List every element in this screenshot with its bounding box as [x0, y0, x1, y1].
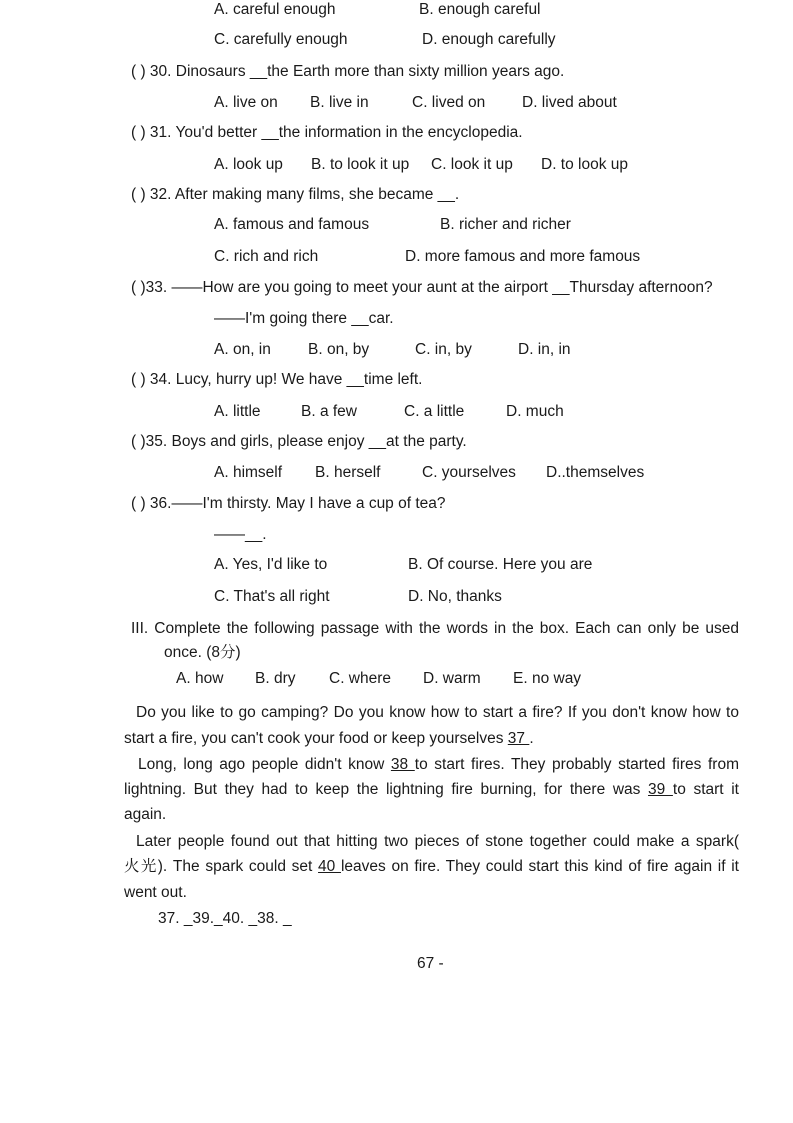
q36-stem: ( ) 36.——I'm thirsty. May I have a cup of tea? [131, 495, 446, 512]
word-option-a: A. how [176, 670, 224, 687]
q31-option-b: B. to look it up [311, 156, 410, 173]
q29-option-d: D. enough carefully [422, 31, 556, 48]
q36-option-b: B. Of course. Here you are [408, 556, 593, 573]
passage-p2-line2: lightning. But they had to keep the lightning fire burning, for there was 39 to start it [124, 781, 739, 798]
q31-option-c: C. look it up [431, 156, 513, 173]
q34-option-d: D. much [506, 403, 564, 420]
section-heading: III. Complete the following passage with the words in the box. Each can only be used [131, 620, 739, 637]
q33-option-b: B. on, by [308, 341, 370, 358]
q35-option-d: D..themselves [546, 464, 645, 481]
page-number: 67 - [417, 955, 444, 972]
q32-option-d: D. more famous and more famous [405, 248, 641, 265]
passage-p3-line1: Later people found out that hitting two pieces of stone together could make a spark( [136, 833, 739, 850]
q30-option-c: C. lived on [412, 94, 486, 111]
q36-reply: ——__. [214, 526, 267, 543]
q29-option-c: C. carefully enough [214, 31, 348, 48]
q30-stem: ( ) 30. Dinosaurs __the Earth more than sixty million years ago. [131, 63, 565, 80]
passage-p2-line1: Long, long ago people didn't know 38 to start fires. They probably started fires from [138, 756, 739, 773]
passage-p2-line3: again. [124, 806, 167, 823]
passage-p3-line3: went out. [124, 884, 187, 901]
q33-stem: ( )33. ——How are you going to meet your aunt at the airport __Thursday afternoon? [131, 279, 713, 296]
q30-option-a: A. live on [214, 94, 278, 111]
q33-option-d: D. in, in [518, 341, 571, 358]
passage-p3-line2: 火光). The spark could set 40 leaves on fire. They could start this kind of fire again if it [124, 858, 739, 875]
word-option-c: C. where [329, 670, 392, 687]
q35-option-c: C. yourselves [422, 464, 516, 481]
q29-option-a: A. careful enough [214, 1, 336, 18]
q36-option-d: D. No, thanks [408, 588, 502, 605]
word-option-d: D. warm [423, 670, 481, 687]
q31-option-d: D. to look up [541, 156, 629, 173]
word-option-e: E. no way [513, 670, 582, 687]
blank-39: 39 [648, 781, 673, 798]
q35-option-a: A. himself [214, 464, 283, 481]
q32-option-a: A. famous and famous [214, 216, 370, 233]
q30-option-b: B. live in [310, 94, 369, 111]
word-option-b: B. dry [255, 670, 296, 687]
passage-p1-line2: start a fire, you can't cook your food or keep yourselves 37 . [124, 730, 534, 747]
q31-stem: ( ) 31. You'd better __the information in the encyclopedia. [131, 124, 523, 141]
q29-option-b: B. enough careful [419, 1, 541, 18]
blank-38: 38 [390, 756, 415, 773]
q32-stem: ( ) 32. After making many films, she became __. [131, 186, 460, 203]
section-heading-score: once. (8分) [164, 644, 241, 661]
blank-40: 40 [318, 858, 341, 875]
q34-stem: ( ) 34. Lucy, hurry up! We have __time left. [131, 371, 423, 388]
q33-reply: ——I'm going there __car. [214, 310, 394, 327]
blank-37: 37 [507, 730, 530, 747]
q36-option-c: C. That's all right [214, 588, 330, 605]
q32-option-c: C. rich and rich [214, 248, 319, 265]
q34-option-a: A. little [214, 403, 261, 420]
q33-option-a: A. on, in [214, 341, 271, 358]
q36-option-a: A. Yes, I'd like to [214, 556, 328, 573]
passage-p1-line1: Do you like to go camping? Do you know how to start a fire? If you don't know how to [136, 704, 739, 721]
q34-option-c: C. a little [404, 403, 465, 420]
answer-line: 37. _39._40. _38. _ [158, 910, 292, 927]
q30-option-d: D. lived about [522, 94, 617, 111]
q33-option-c: C. in, by [415, 341, 472, 358]
q31-option-a: A. look up [214, 156, 283, 173]
q32-option-b: B. richer and richer [440, 216, 571, 233]
q34-option-b: B. a few [301, 403, 357, 420]
q35-option-b: B. herself [315, 464, 381, 481]
q35-stem: ( )35. Boys and girls, please enjoy __at the party. [131, 433, 467, 450]
